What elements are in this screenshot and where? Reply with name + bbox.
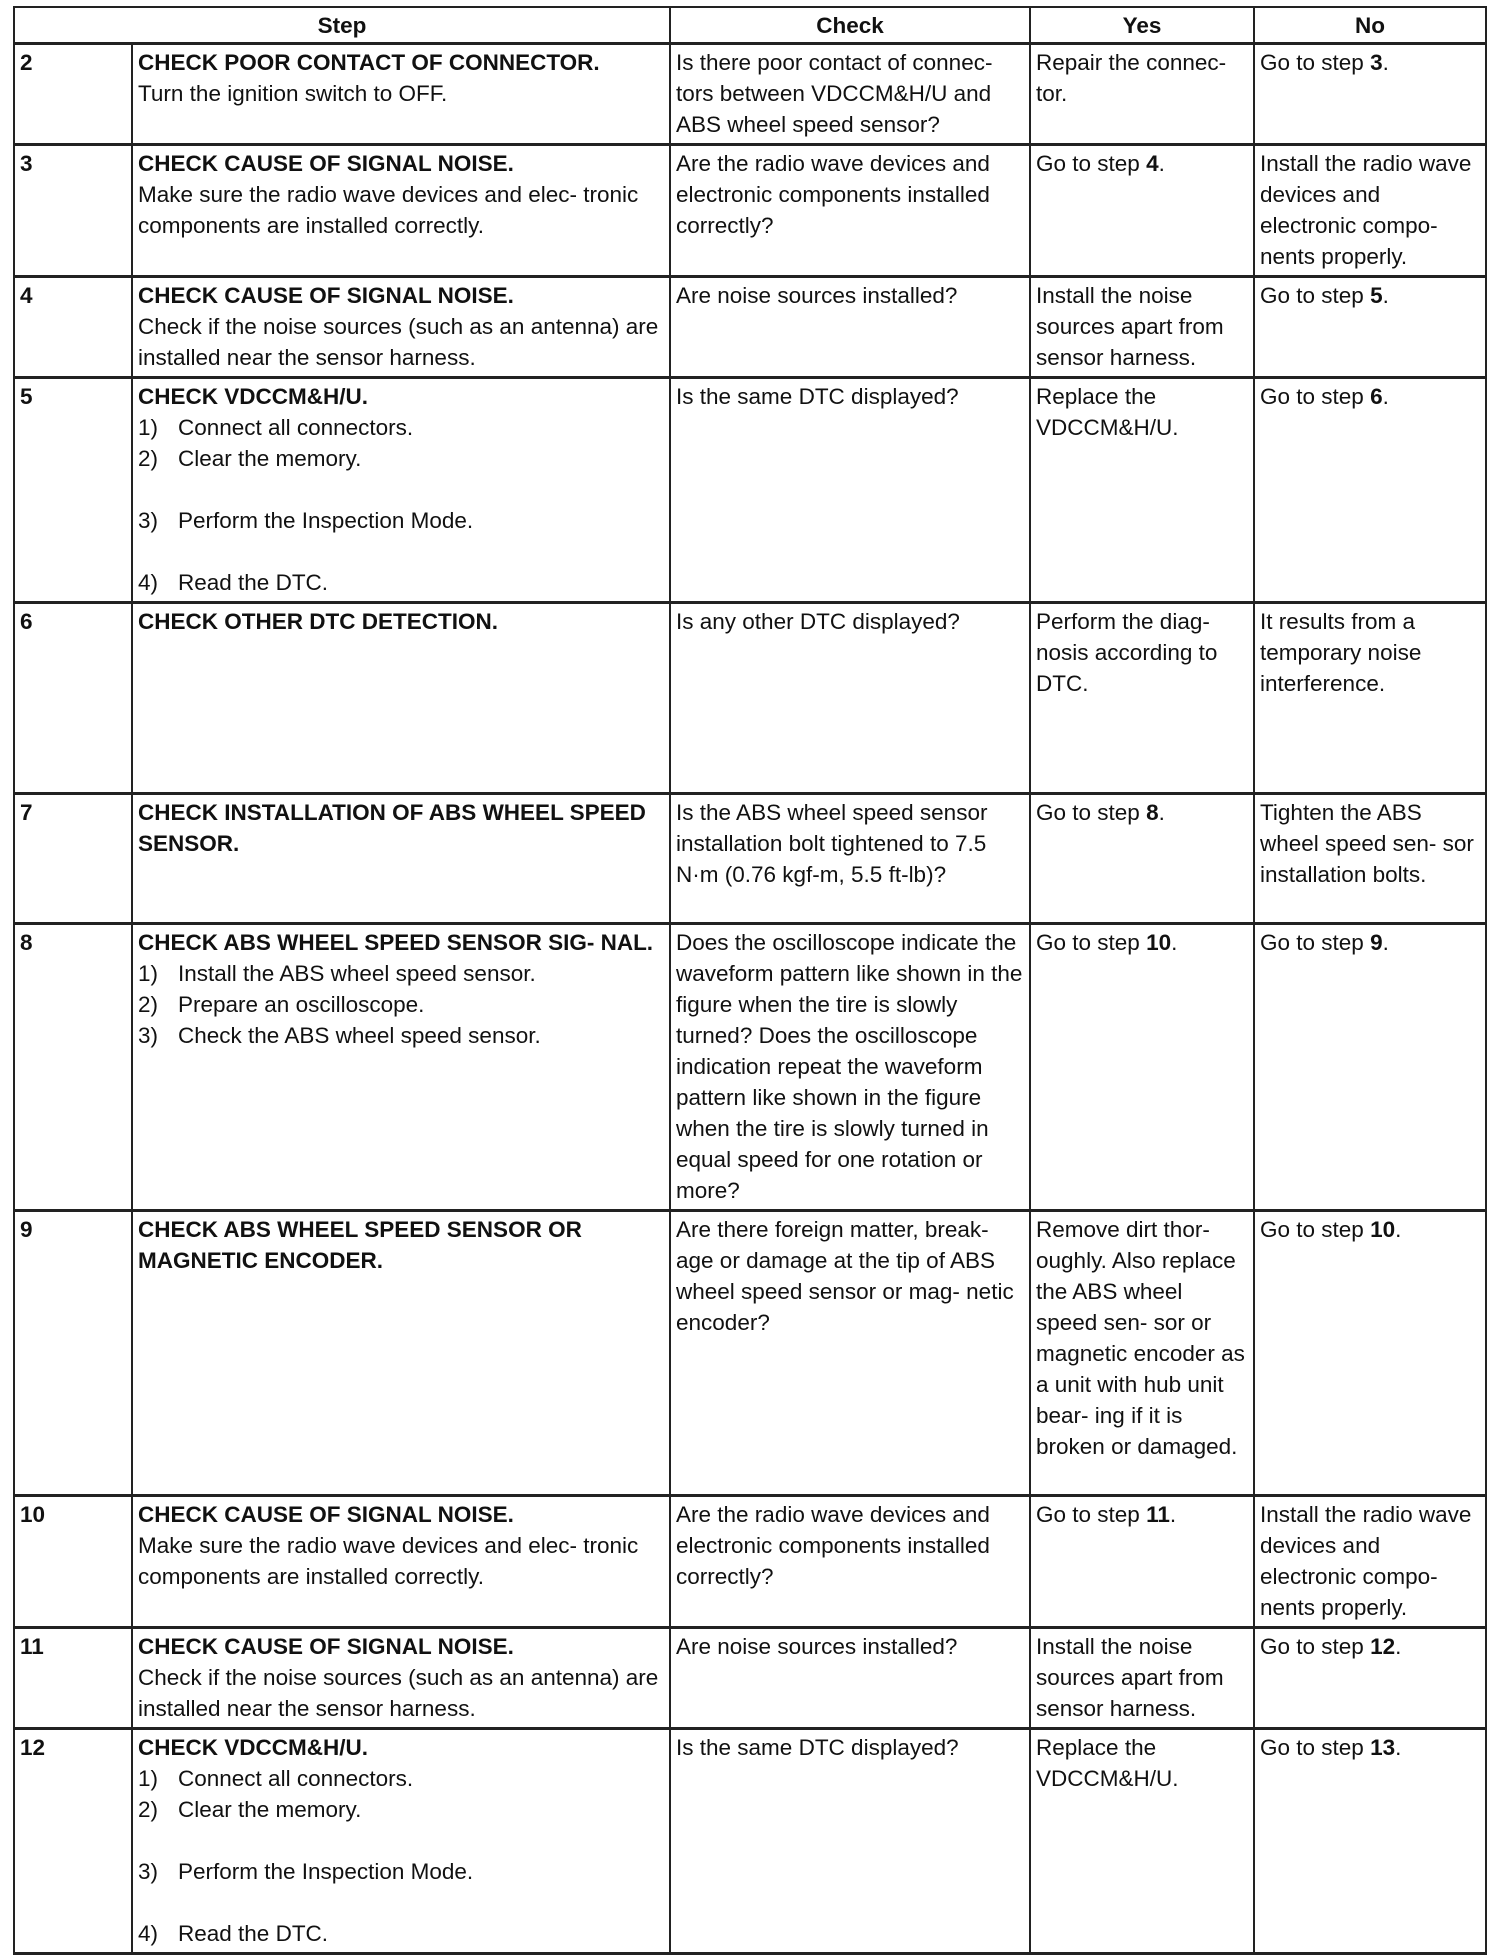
substep — [138, 989, 664, 1020]
no-suffix: . — [1395, 1217, 1402, 1242]
step-reference: 10 — [1370, 1217, 1396, 1242]
substep-text: Prepare an oscilloscope. — [178, 992, 425, 1017]
check-cell: Is the same DTC displayed? — [670, 378, 1030, 603]
yes-suffix: . — [1158, 800, 1165, 825]
substep-text: Perform the Inspection Mode. — [178, 508, 474, 533]
header-row — [14, 7, 1486, 44]
substep — [138, 505, 664, 536]
no-cell — [1254, 378, 1486, 603]
substep-list — [138, 958, 664, 1051]
no-text: Go to step — [1260, 50, 1364, 75]
step-number: 8 — [14, 924, 132, 1211]
header-no: No — [1254, 7, 1486, 44]
check-cell: Is the same DTC displayed? — [670, 1729, 1030, 1954]
step-reference: 13 — [1370, 1735, 1396, 1760]
step-text: Turn the ignition switch to OFF. — [138, 81, 448, 106]
substep-list — [138, 1763, 664, 1949]
no-cell: Install the radio wave devices and electronic compo- nents properly. — [1254, 1496, 1486, 1628]
no-cell — [1254, 924, 1486, 1211]
table-row — [14, 1628, 1486, 1729]
step-number: 11 — [14, 1628, 132, 1729]
substep-index: 4) — [138, 570, 159, 595]
step-title: CHECK ABS WHEEL SPEED SENSOR SIG- NAL. — [138, 930, 654, 955]
step-cell — [132, 277, 670, 378]
substep-text: Install the ABS wheel speed sensor. — [178, 961, 536, 986]
substep-text: Connect all connectors. — [178, 1766, 414, 1791]
no-cell — [1254, 1211, 1486, 1496]
step-number: 3 — [14, 145, 132, 277]
table-row — [14, 277, 1486, 378]
substep-text: Check the ABS wheel speed sensor. — [178, 1023, 541, 1048]
step-title: CHECK CAUSE OF SIGNAL NOISE. — [138, 1634, 514, 1659]
no-text: Go to step — [1260, 384, 1364, 409]
substep-index: 3) — [138, 1023, 159, 1048]
step-cell — [132, 1496, 670, 1628]
header-yes: Yes — [1030, 7, 1254, 44]
no-suffix: . — [1382, 50, 1389, 75]
step-cell — [132, 924, 670, 1211]
step-cell — [132, 794, 670, 924]
step-reference: 12 — [1370, 1634, 1396, 1659]
check-cell: Are noise sources installed? — [670, 277, 1030, 378]
no-text: Go to step — [1260, 283, 1364, 308]
substep — [138, 567, 664, 598]
step-number: 9 — [14, 1211, 132, 1496]
substep-text: Read the DTC. — [178, 570, 329, 595]
no-cell: Install the radio wave devices and electronic compo- nents properly. — [1254, 145, 1486, 277]
substep-index: 2) — [138, 992, 159, 1017]
substep-index: 1) — [138, 415, 159, 440]
no-text: Go to step — [1260, 1735, 1364, 1760]
step-text: Check if the noise sources (such as an antenna) are installed near the sensor harness. — [138, 1665, 659, 1721]
check-cell: Does the oscilloscope indicate the waveform pattern like shown in the figure when the tire is slowly turned? Does the oscilloscope indication repeat the waveform pattern like shown in the figure when the tire is slowly turned in equal speed for one rotation or more? — [670, 924, 1030, 1211]
check-cell: Are the radio wave devices and electronic components installed correctly? — [670, 1496, 1030, 1628]
step-cell — [132, 378, 670, 603]
no-text: Go to step — [1260, 1634, 1364, 1659]
step-number: 10 — [14, 1496, 132, 1628]
check-cell: Are noise sources installed? — [670, 1628, 1030, 1729]
yes-cell — [1030, 924, 1254, 1211]
yes-cell — [1030, 794, 1254, 924]
step-cell — [132, 1628, 670, 1729]
table-row — [14, 1211, 1486, 1496]
yes-suffix: . — [1169, 1502, 1177, 1527]
step-reference: 5 — [1370, 283, 1383, 308]
step-number: 5 — [14, 378, 132, 603]
step-reference: 4 — [1146, 151, 1159, 176]
step-reference: 11 — [1146, 1502, 1170, 1527]
step-number: 12 — [14, 1729, 132, 1954]
substep-index: 3) — [138, 508, 159, 533]
substep-text: Connect all connectors. — [178, 415, 414, 440]
yes-cell: Remove dirt thor- oughly. Also replace the ABS wheel speed sen- sor or magnetic encoder as a unit with hub unit bear- ing if it is broken or damaged. — [1030, 1211, 1254, 1496]
substep-list — [138, 412, 664, 598]
table-row — [14, 378, 1486, 603]
diagnostic-table — [13, 6, 1487, 1955]
yes-text: Go to step — [1036, 800, 1140, 825]
no-suffix: . — [1395, 1634, 1402, 1659]
yes-suffix: . — [1171, 930, 1178, 955]
table-row — [14, 924, 1486, 1211]
table-row — [14, 794, 1486, 924]
no-suffix: . — [1382, 283, 1389, 308]
step-number: 7 — [14, 794, 132, 924]
yes-suffix: . — [1158, 151, 1165, 176]
substep — [138, 1763, 664, 1794]
substep-text: Perform the Inspection Mode. — [178, 1859, 474, 1884]
yes-cell: Install the noise sources apart from sensor harness. — [1030, 1628, 1254, 1729]
no-text: Go to step — [1260, 930, 1364, 955]
step-title: CHECK VDCCM&H/U. — [138, 1735, 368, 1760]
yes-cell: Replace the VDCCM&H/U. — [1030, 378, 1254, 603]
substep-text: Read the DTC. — [178, 1921, 329, 1946]
yes-text: Go to step — [1036, 930, 1140, 955]
no-suffix: . — [1395, 1735, 1402, 1760]
substep — [138, 1856, 664, 1887]
table-row — [14, 44, 1486, 145]
check-cell: Is the ABS wheel speed sensor installation bolt tightened to 7.5 N·m (0.76 kgf-m, 5.5 ft-lb)? — [670, 794, 1030, 924]
yes-cell — [1030, 145, 1254, 277]
header-check: Check — [670, 7, 1030, 44]
step-title: CHECK OTHER DTC DETECTION. — [138, 609, 498, 634]
step-reference: 8 — [1146, 800, 1159, 825]
substep-index: 1) — [138, 961, 159, 986]
step-cell — [132, 145, 670, 277]
step-reference: 9 — [1370, 930, 1383, 955]
yes-cell: Install the noise sources apart from sensor harness. — [1030, 277, 1254, 378]
step-reference: 3 — [1370, 50, 1383, 75]
step-reference: 6 — [1370, 384, 1383, 409]
substep-index: 2) — [138, 1797, 159, 1822]
step-title: CHECK POOR CONTACT OF CONNECTOR. — [138, 50, 600, 75]
check-cell: Is there poor contact of connec- tors between VDCCM&H/U and ABS wheel speed sensor? — [670, 44, 1030, 145]
yes-cell: Repair the connec- tor. — [1030, 44, 1254, 145]
substep-index: 2) — [138, 446, 159, 471]
step-cell — [132, 1729, 670, 1954]
no-cell: It results from a temporary noise interference. — [1254, 603, 1486, 794]
table-row — [14, 1729, 1486, 1954]
yes-text: Go to step — [1036, 151, 1140, 176]
step-cell — [132, 603, 670, 794]
substep-text: Clear the memory. — [178, 1797, 362, 1822]
substep-index: 1) — [138, 1766, 159, 1791]
table-row — [14, 1496, 1486, 1628]
substep — [138, 1918, 664, 1949]
yes-cell: Replace the VDCCM&H/U. — [1030, 1729, 1254, 1954]
no-suffix: . — [1382, 384, 1389, 409]
substep — [138, 412, 664, 443]
step-title: CHECK CAUSE OF SIGNAL NOISE. — [138, 151, 514, 176]
check-cell: Are the radio wave devices and electronic components installed correctly? — [670, 145, 1030, 277]
step-reference: 10 — [1146, 930, 1172, 955]
substep-text: Clear the memory. — [178, 446, 362, 471]
step-title: CHECK ABS WHEEL SPEED SENSOR OR MAGNETIC ENCODER. — [138, 1217, 582, 1273]
no-text: Go to step — [1260, 1217, 1364, 1242]
substep — [138, 443, 664, 474]
substep-index: 3) — [138, 1859, 159, 1884]
check-cell: Is any other DTC displayed? — [670, 603, 1030, 794]
step-title: CHECK INSTALLATION OF ABS WHEEL SPEED SENSOR. — [138, 800, 646, 856]
no-cell — [1254, 44, 1486, 145]
no-suffix: . — [1382, 930, 1389, 955]
step-cell — [132, 1211, 670, 1496]
no-cell: Tighten the ABS wheel speed sen- sor installation bolts. — [1254, 794, 1486, 924]
header-step: Step — [14, 7, 670, 44]
check-cell: Are there foreign matter, break- age or damage at the tip of ABS wheel speed sensor or mag- netic encoder? — [670, 1211, 1030, 1496]
no-cell — [1254, 1628, 1486, 1729]
step-cell — [132, 44, 670, 145]
table-row — [14, 603, 1486, 794]
substep — [138, 958, 664, 989]
yes-text: Go to step — [1036, 1502, 1140, 1527]
step-title: CHECK CAUSE OF SIGNAL NOISE. — [138, 283, 514, 308]
step-title: CHECK VDCCM&H/U. — [138, 384, 368, 409]
step-number: 2 — [14, 44, 132, 145]
yes-cell: Perform the diag- nosis according to DTC. — [1030, 603, 1254, 794]
substep — [138, 1020, 664, 1051]
no-cell — [1254, 277, 1486, 378]
step-text: Make sure the radio wave devices and elec- tronic components are installed correctly. — [138, 182, 639, 238]
substep-index: 4) — [138, 1921, 159, 1946]
step-number: 6 — [14, 603, 132, 794]
table-row — [14, 145, 1486, 277]
no-cell — [1254, 1729, 1486, 1954]
step-text: Check if the noise sources (such as an antenna) are installed near the sensor harness. — [138, 314, 659, 370]
substep — [138, 1794, 664, 1825]
step-text: Make sure the radio wave devices and elec- tronic components are installed correctly. — [138, 1533, 639, 1589]
yes-cell — [1030, 1496, 1254, 1628]
step-title: CHECK CAUSE OF SIGNAL NOISE. — [138, 1502, 514, 1527]
step-number: 4 — [14, 277, 132, 378]
